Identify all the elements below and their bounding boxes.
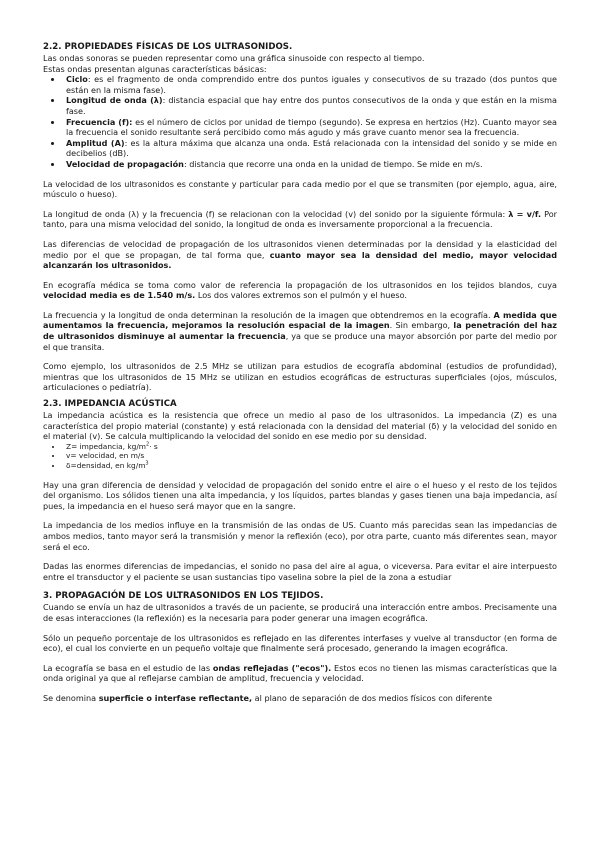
variables-list bbox=[43, 442, 557, 471]
paragraph: La velocidad de los ultrasonidos es constante y particular para cada medio por el que se transmiten (por ejemplo, agua, aire, músculo o hueso). bbox=[43, 178, 557, 200]
paragraph: Sólo un pequeño porcentaje de los ultrasonidos es reflejado en las diferentes interfases y vuelve al transductor (en forma de eco), el cual los convierte en un pequeño voltaje que finalmente será procesado, generando la imagen ecográfica. bbox=[43, 632, 557, 654]
paragraph: La impedancia acústica es la resistencia que ofrece un medio al paso de los ultrasonidos. La impedancia (Z) es una característica del propio material (constante) y está relacionada con la densidad del material (δ) y la velocidad del sonido en el material (v). Se calcula multiplicando la velocidad del sonido en ese medio por su densidad. bbox=[43, 410, 557, 442]
list-item: • δ=densidad, en $kg/m^3$ bbox=[63, 461, 557, 471]
paragraph: La ecografía se basa en el estudio de las ondas reflejadas ("ecos"). Estos ecos no tienen las mismas características que la onda original ya que al reflejarse cambian de amplitud, frecuencia y velocidad. bbox=[43, 662, 557, 684]
paragraph: Las ondas sonoras se pueden representar como una gráfica sinusoide con respecto al tiempo. bbox=[43, 53, 425, 63]
list-item: • Frecuencia (f): es el número de ciclos por unidad de tiempo (segundo). Se expresa en hertzios (Hz). Cuanto mayor sea la frecuencia el sonido resultante será percibido como más agudo y más grave cuanto menor sea la frecuencia. bbox=[63, 117, 557, 138]
list-item: • Longitud de onda (λ): distancia espacial que hay entre dos puntos consecutivos de la onda y que están en la misma fase. bbox=[63, 95, 557, 116]
properties-list bbox=[43, 74, 557, 169]
list-item: • Amplitud (A): es la altura máxima que alcanza una onda. Está relacionada con la intensidad del sonido y se mide en decibelios (dB). bbox=[63, 138, 557, 159]
paragraph: En ecografía médica se toma como valor de referencia la propagación de los ultrasonidos en los tejidos blandos, cuya velocidad media es de 1.540 m/s. Los dos valores extremos son el pulmón y el hueso. bbox=[43, 279, 557, 301]
paragraph: Como ejemplo, los ultrasonidos de 2.5 MHz se utilizan para estudios de ecografía abdominal (estudios de profundidad), mientras que los ultrasonidos de 15 MHz se utilizan en estudios ecográficas de estructuras superficiales (ojos, músculos, articulaciones o pediatría). bbox=[43, 361, 557, 393]
paragraph: La longitud de onda (λ) y la frecuencia (f) se relacionan con la velocidad (v) del sonido por la siguiente fórmula: λ = v/f. Por tanto, para una misma velocidad del sonido, la longitud de onda es inversamente proporcional a la frecuencia. bbox=[43, 208, 557, 230]
paragraph: Hay una gran diferencia de densidad y velocidad de propagación del sonido entre el aire o el hueso y el resto de los tejidos del organismo. Los sólidos tienen una alta impedancia, y los líquidos, partes blandas y gases tienen una baja impedancia, así pues, la impedancia en el hueso será mayor que en la sangre. bbox=[43, 479, 557, 511]
list-item: • v= velocidad, en m/s bbox=[63, 451, 557, 461]
section-heading-2-2: 2.2. PROPIEDADES FÍSICAS DE LOS ULTRASONIDOS. bbox=[43, 42, 293, 52]
section-heading-3: 3. PROPAGACIÓN DE LOS ULTRASONIDOS EN LOS TEJIDOS. bbox=[43, 591, 324, 602]
section-heading-2-3: 2.3. IMPEDANCIA ACÚSTICA bbox=[43, 399, 177, 410]
paragraph: La frecuencia y la longitud de onda determinan la resolución de la imagen que obtendremos en la ecografía. A medida que aumentamos la frecuencia, mejoramos la resolución espacial de la imagen. Sin embargo, la penetración del haz de ultrasonidos disminuye al aumentar la frecuencia, ya que se produce una mayor absorción por parte del medio por el que transita. bbox=[43, 309, 557, 352]
list-item: • Ciclo: es el fragmento de onda comprendido entre dos puntos iguales y consecutivos de su trazado (dos puntos que están en la misma fase). bbox=[63, 74, 557, 95]
paragraph: Dadas las enormes diferencias de impedancias, el sonido no pasa del aire al agua, o viceversa. Para evitar el aire interpuesto entre el transductor y el paciente se usan sustancias tipo vaselina sobre la piel de la zona a estudiar bbox=[43, 561, 557, 582]
paragraph: Cuando se envía un haz de ultrasonidos a través de un paciente, se producirá una interacción entre ambos. Precisamente una de esas interacciones (la reflexión) es la necesaria para poder generar una imagen ecográfica. bbox=[43, 602, 557, 623]
paragraph: Se denomina superficie o interfase reflectante, al plano de separación de dos medios físicos con diferente bbox=[43, 692, 493, 703]
list-item: • Velocidad de propagación: distancia que recorre una onda en la unidad de tiempo. Se mide en m/s. bbox=[63, 159, 557, 170]
paragraph: Las diferencias de velocidad de propagación de los ultrasonidos vienen determinadas por la densidad y la elasticidad del medio por el que se propagan, de tal forma que, cuanto mayor sea la densidad del medio, mayor velocidad alcanzarán los ultrasonidos. bbox=[43, 238, 557, 271]
paragraph: Estas ondas presentan algunas características básicas: bbox=[43, 63, 267, 74]
list-item: • Z= impedancia, $kg/m^2\cdot s$ bbox=[63, 442, 557, 452]
paragraph: La impedancia de los medios influye en la transmisión de las ondas de US. Cuanto más parecidas sean las impedancias de ambos medios, tanto mayor será la transmisión y menor la reflexión (eco), por otra parte, cuanto más diferentes sean, mayor será el eco. bbox=[43, 520, 557, 552]
